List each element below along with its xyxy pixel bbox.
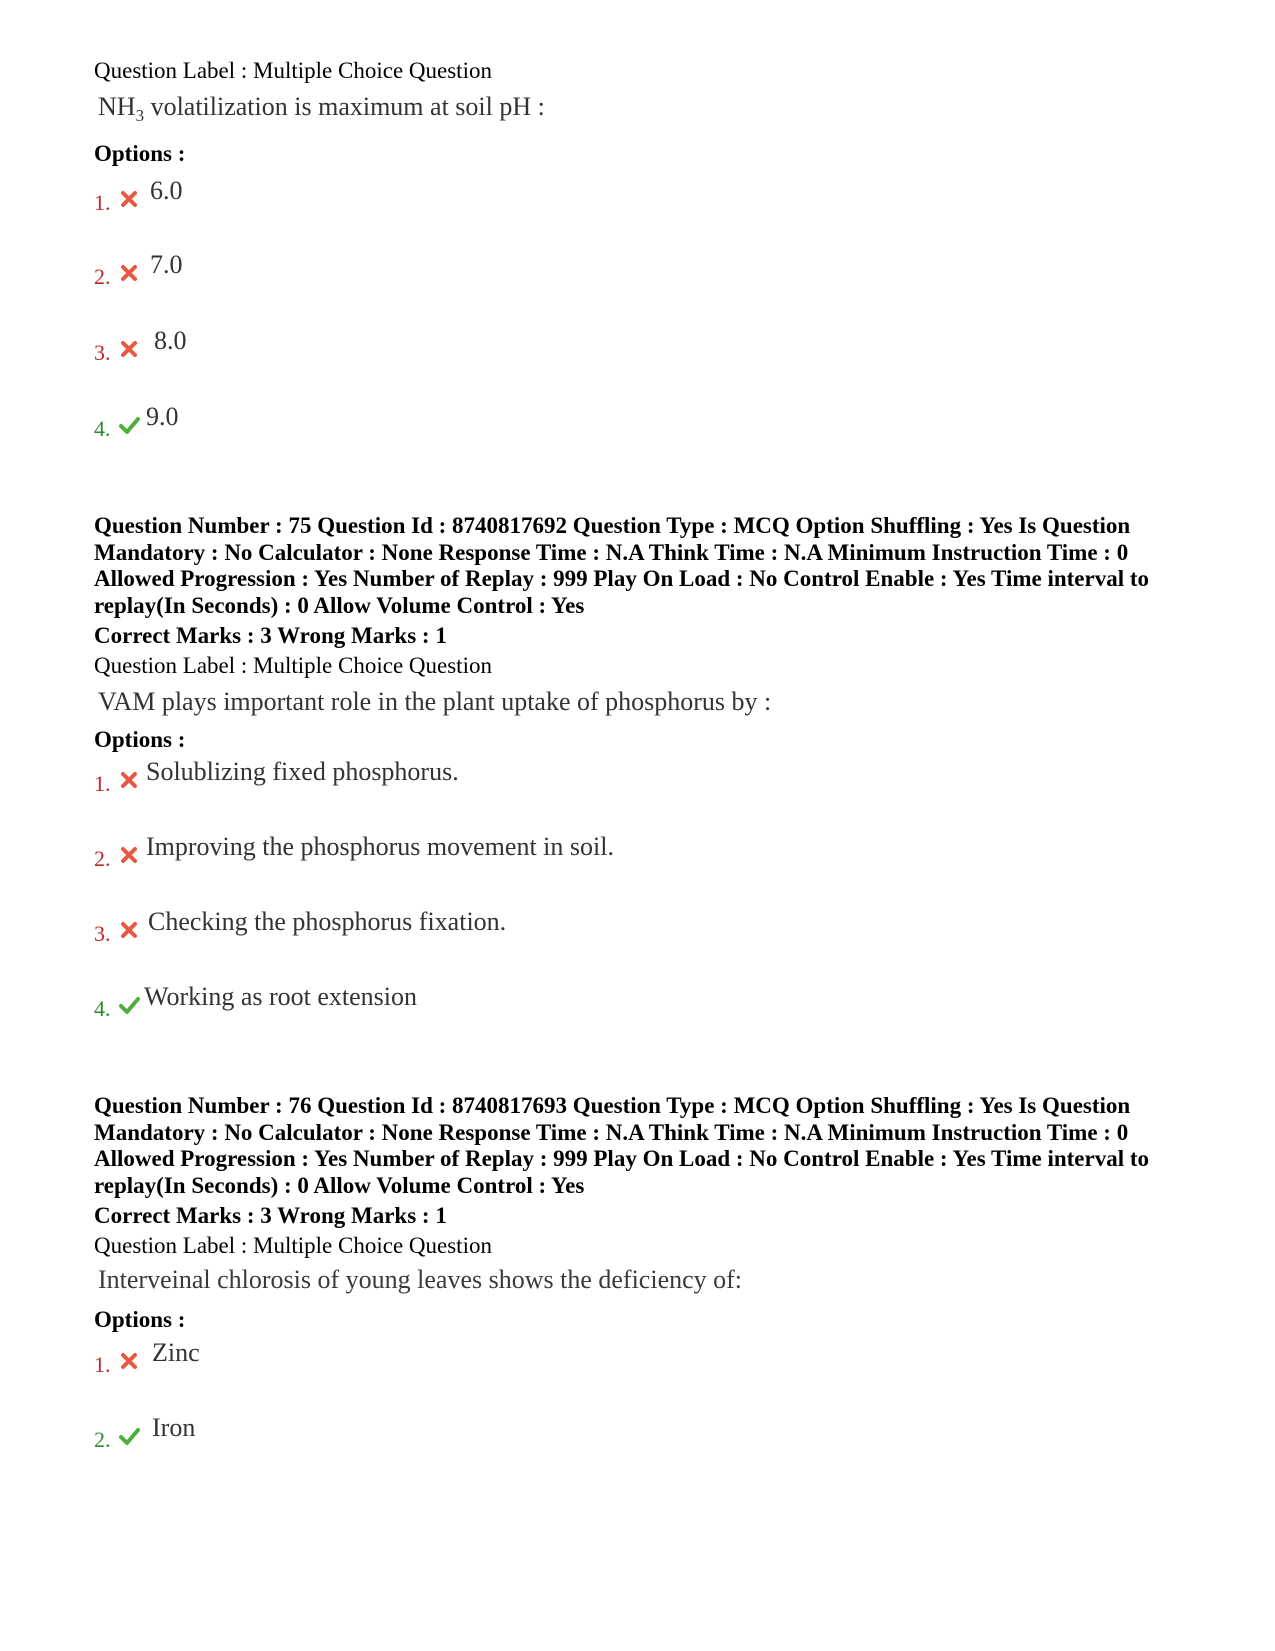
option-number: 3. [94,921,111,946]
wrong-cross-icon [118,919,140,941]
question-meta: Question Number : 75 Question Id : 8740817692 Question Type : MCQ Option Shuffling : Yes Is Question Mandatory : No Calculator : None Response Time : N.A Think Time : N.A Minimum Instruction Time : 0 Allowed Progression : Yes Number of Replay : 999 Play On Load : No Control Enable : Yes Time interval to replay(In Seconds) : 0 Allow Volume Control : Yes [94,513,1150,618]
question-meta: Question Number : 76 Question Id : 8740817693 Question Type : MCQ Option Shuffling : Yes Is Question Mandatory : No Calculator : None Response Time : N.A Think Time : N.A Minimum Instruction Time : 0 Allowed Progression : Yes Number of Replay : 999 Play On Load : No Control Enable : Yes Time interval to replay(In Seconds) : 0 Allow Volume Control : Yes [94,1093,1150,1198]
question-stem: Interveinal chlorosis of young leaves shows the deficiency of: [98,1265,743,1294]
stem-prefix: NH [98,92,136,121]
option-text: Working as root extension [144,982,418,1011]
option-text: Improving the phosphorus movement in soil. [146,832,614,861]
option-number: 1. [94,771,111,796]
option-number: 2. [94,846,111,871]
stem-subscript: 3 [135,106,145,126]
question-75-block [94,513,1194,753]
option-text: 8.0 [154,326,187,355]
option-text: 6.0 [150,176,183,205]
question-marks: Correct Marks : 3 Wrong Marks : 1 [94,1203,447,1228]
question-stem [98,92,1194,131]
option-number: 2. [94,264,111,289]
option-text: 9.0 [146,402,179,431]
wrong-cross-icon [118,262,140,284]
wrong-cross-icon [118,1350,140,1372]
stem-suffix: volatilization is maximum at soil pH : [144,92,545,121]
wrong-cross-icon [118,844,140,866]
option-number: 2. [94,1427,111,1452]
options-heading: Options : [94,727,186,752]
option-number: 4. [94,416,111,441]
question-74-block [94,58,1194,167]
wrong-cross-icon [118,769,140,791]
option-text: Checking the phosphorus fixation. [148,907,507,936]
option-text: Solublizing fixed phosphorus. [146,757,459,786]
question-label: Question Label : Multiple Choice Question [94,1233,492,1258]
question-label: Question Label : Multiple Choice Question [94,653,492,678]
question-76-block [94,1093,1194,1333]
option-text: 7.0 [150,250,183,279]
correct-check-icon [118,994,140,1016]
question-marks: Correct Marks : 3 Wrong Marks : 1 [94,623,447,648]
option-number: 3. [94,340,111,365]
correct-check-icon [118,414,140,436]
option-number: 1. [94,1352,111,1377]
option-number: 1. [94,190,111,215]
correct-check-icon [118,1425,140,1447]
question-stem: VAM plays important role in the plant uptake of phosphorus by : [98,687,772,716]
option-text: Iron [152,1413,196,1442]
options-heading: Options : [94,141,186,167]
wrong-cross-icon [118,188,140,210]
option-text: Zinc [152,1338,200,1367]
question-label: Question Label : Multiple Choice Question [94,58,492,83]
wrong-cross-icon [118,338,140,360]
options-heading: Options : [94,1307,186,1332]
option-number: 4. [94,996,111,1021]
